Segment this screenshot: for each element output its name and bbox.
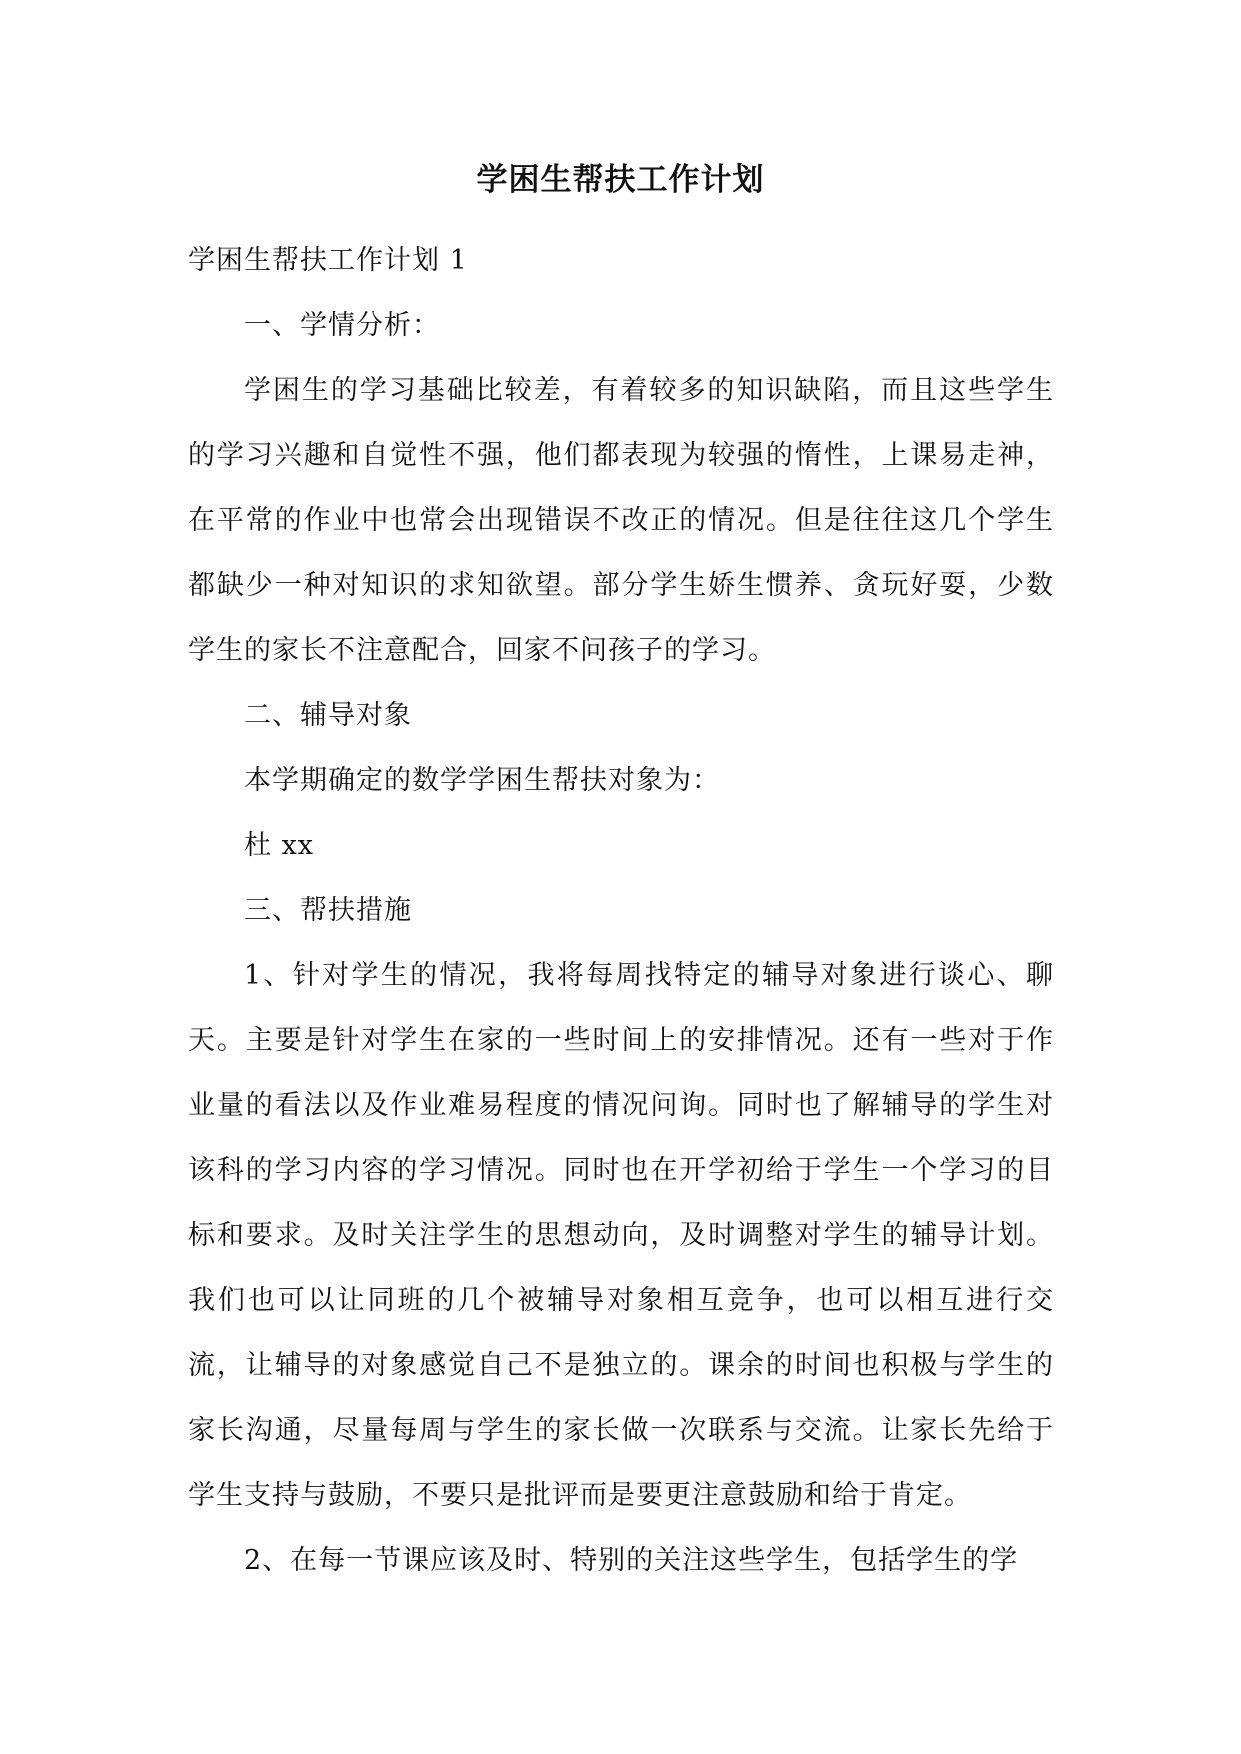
paragraph-situation-analysis: 学困生的学习基础比较差，有着较多的知识缺陷，而且这些学生的学习兴趣和自觉性不强，他们都表现为较强的惰性，上课易走神，在平常的作业中也常会出现错误不改正的情况。但是往往这几个学生都缺少一种对知识的求知欲望。部分学生娇生惯养、贪玩好耍，少数学生的家长不注意配合，回家不问孩子的学习。: [188, 375, 1054, 666]
tutoring-target-name: 杜 xx: [244, 830, 315, 861]
heading-support-measures: 三、帮扶措施: [244, 895, 412, 926]
paragraph-measure-1: 1、针对学生的情况，我将每周找特定的辅导对象进行谈心、聊天。主要是针对学生在家的一些时间上的安排情况。还有一些对于作业量的看法以及作业难易程度的情况问询。同时也了解辅导的学生对该科的学习内容的学习情况。同时也在开学初给于学生一个学习的目标和要求。及时关注学生的思想动向，及时调整对学生的辅导计划。我们也可以让同班的几个被辅导对象相互竞争，也可以相互进行交流，让辅导的对象感觉自己不是独立的。课余的时间也积极与学生的家长沟通，尽量每周与学生的家长做一次联系与交流。让家长先给于学生支持与鼓励，不要只是批评而是要更注意鼓励和给于肯定。: [188, 960, 1054, 1511]
document-title: 学困生帮扶工作计划: [476, 162, 765, 198]
section-subtitle: 学困生帮扶工作计划 1: [188, 245, 468, 276]
document-body: [188, 228, 1054, 1593]
paragraph-tutoring-targets: 本学期确定的数学学困生帮扶对象为：: [244, 765, 720, 796]
heading-situation-analysis: 一、学情分析：: [244, 310, 440, 341]
paragraph-measure-2: 2、在每一节课应该及时、特别的关注这些学生，包括学生的学: [244, 1545, 1019, 1576]
heading-tutoring-targets: 二、辅导对象: [244, 700, 412, 731]
